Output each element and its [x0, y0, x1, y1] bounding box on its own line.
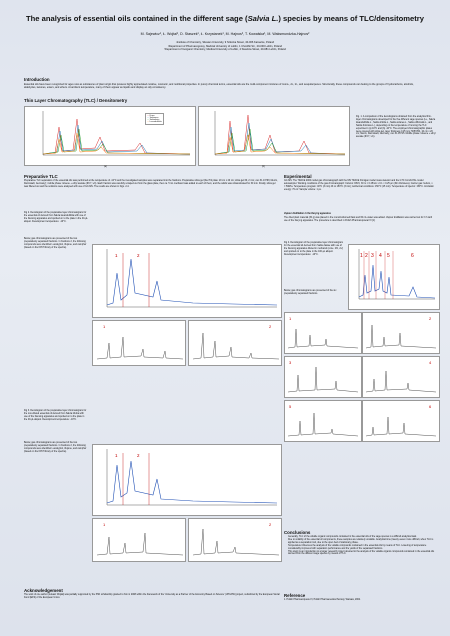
fig3-gc1-panel [92, 518, 186, 562]
fig4-peak-label: 5 [387, 253, 390, 259]
intro-text: Essential oils have been recognized for ages now as substances of plant origin that possess highly appreciated curative, cosmetic, and nutritional properties. In purely chemical terms, essential oils are the multi-component mixtures of mono-, di-, tri-, and sesquiterpenes. Structurally, these compounds can belong to the groups of hydrocarbons, alcohols, aldehydes, ketones, esters, and ethers. At ambient temperature, many of them appear as liquids and display an oily consistency. [24, 83, 414, 90]
fig4-caption: Fig 4. Densitogram of the preparative layer chromatogram for the essential oil derived from Salvia fasiae with use of the Densing apparatus diluted in methanol (cone. 2%, v/v) and spotted on to the plate in the 100-µL aliquot. Development temperature: -10°C. [284, 242, 343, 256]
svg-text:2: 2 [137, 453, 140, 458]
fig4-peak-label: 3 [371, 253, 374, 259]
fig4-densitogram-panel [348, 244, 440, 310]
fig2-caption: Fig 2. Densitogram of the preparative layer chromatogram for the essential oil derived from Salvia lavandulifolia with use of the Densing apparatus and spotted on to the plate in the 40-µL aliquot. Development temperature: -10°C. [24, 212, 88, 223]
intro-heading: Introduction [24, 77, 50, 82]
fig2-gc1-chromatogram [93, 321, 185, 365]
fig1b-panel [198, 106, 350, 166]
svg-text:1: 1 [103, 324, 106, 329]
affiliation-1: ¹Institute of Chemistry, Silesian University, 9 Szkolna Street, 40-006 Katowice, Poland [175, 41, 275, 44]
svg-text:1: 1 [115, 253, 118, 258]
svg-text:1: 1 [289, 316, 292, 321]
fig2-gc2-panel [188, 320, 282, 366]
fig4-densitogram [349, 245, 439, 309]
fig3-gc1-chromatogram [93, 519, 185, 561]
fig4-gc5-chromatogram [285, 401, 361, 441]
fig1-caption: Fig. 1. A comparison of the densitograms obtained from the analytical thin-layer chromatograms developed for the five different sage species (i.e., Salvia lavandulifolia L., Salvia triloba L., Salvia sclarea L., Salvia officinalis L., and Salvia fruticosa L.), depending on the temperature of running the TLC experiment: (a) 10°C and (b) -10°C. The employed chromatographic plates were covered with silica gel, layer thickness 0.25 mm; 5657254, 10 cm x 20 cm; Merck, Darmstadt, Germany; cat. #1.05715. Mobile phase: toluene + ethyl acetate (93:7, v/v). [356, 116, 436, 139]
fig4-gc1-chromatogram [285, 313, 361, 353]
fig4-gc1-panel [284, 312, 362, 354]
fig4-gc3-chromatogram [285, 357, 361, 397]
fig3-gc2-panel [188, 518, 282, 562]
fig4-peak-label: 2 [365, 253, 368, 259]
fig3-gc2-chromatogram [189, 519, 281, 561]
conclusions-heading: Conclusions [284, 530, 311, 535]
svg-text:2: 2 [137, 253, 140, 258]
conclusion-item: • This study is an introduction to a larger research project devoted to the analysis of the volatile organic compounds contained in the essential oils derived from the different sage species by means of TLC. [288, 551, 438, 557]
poster-title: The analysis of essential oils contained in the different sage (Salvia L.) species by means of TLC/densitometry [26, 14, 424, 23]
conclusions-list [284, 536, 438, 556]
ack-text: The work of one author (Łukasz Wojtal) was partially supported by the PhD scholarship granted to him in 2008 within the framework of the 'University as a Partner of the Economy Based on Science' (UPGOW) project, subsidized by the European Social Fund (EFS) of the European Union. [24, 594, 280, 599]
svg-text:2: 2 [269, 324, 272, 329]
fig3-caption: Fig 3. Densitogram of the preparative layer chromatogram for the non-diluted essential oil derived from Salvia triloba with use of the Densing apparatus and spotted on to the plate in the 40-µL aliquot. Development temperature: -10°C. [24, 410, 87, 421]
ack-heading: Acknowledgement [24, 588, 63, 593]
conclusion-item: • Due to volatility of the essential oil components, these samples are relatively unstable. Analytical time (twenty-seven more difficult, when TLC is applied as a separation tool, due to the open bed of stationary phase. [288, 539, 438, 545]
fig1a-panel [24, 106, 196, 166]
conclusion-item: • Generally, TLC of the volatile organic compounds contained in the essential oils of the sage species is a difficult analytical task. [288, 536, 438, 539]
experimental-subheading: Vapour distillation in the Deryng apparatus [284, 213, 331, 215]
fig4-gc6-panel [362, 400, 440, 442]
fig3-densitogram-panel [92, 444, 282, 516]
fig3-densitogram [93, 445, 281, 515]
authors: M. Sajewicz¹, Ł. Wojtal¹, D. Staszek¹, Ł. Krzystanek¹, M. Hajnos², T. Kowalska¹, M. Waksmundzka-Hajnos² [140, 32, 310, 36]
affiliation-3: ³Department of Inorganic Chemistry, Medical University of Lublin, 4 Staszica Street, 20-081 Lublin, Poland [164, 48, 286, 51]
fig4-gc4-panel [362, 356, 440, 398]
reference-item: 1. Polish Pharmacopoeia VI, Polish Pharmaceutical Society, Warsaw, 2002. [284, 599, 361, 601]
fig4-peak-label: 4 [379, 253, 382, 259]
fig4-gc2-panel [362, 312, 440, 354]
fig1a-densitogram [25, 107, 195, 165]
fig2-densitogram-panel [92, 244, 282, 318]
svg-text:2: 2 [429, 316, 432, 321]
fig1b-densitogram [199, 107, 349, 165]
svg-text:3: 3 [289, 360, 292, 365]
prep-text: Preparative TLC separation of the essential oils was performed at the temperature of -10°C and the investigated samples were separated into the fractions. Preparative silica gel (the P/2 plate: 20 cm x 20 cm; silica gel 60, 2 mm; cat. #1.13793; Merck, Darmstadt, Germany); mobile phase: toluene + ethyl acetate (93:7, v/v). Each fraction was carefully scraped out from the glass plate, then ca. 5 mL methanol was added to each of them, and the solids was ultrasonicated for 30 min. Finally, silica gel was filtered out and the solutions were analysed with use of GC-MS. The results are shown in Figs. 2-4. [24, 180, 278, 188]
svg-text:2: 2 [269, 522, 272, 527]
fig4-gc4-chromatogram [363, 357, 439, 397]
fig4-caption2: Below, gas chromatograms are presented of the six preparatively separated fractions. [284, 290, 337, 295]
experimental-heading: Experimental [284, 174, 312, 179]
experimental-text: GC-MS: The TRACE 2000 model gas chromatograph with the MS TRACE Finnigan model mass detector and the GTC Combi PAL model autosampler. Working conditions of the gas chromatograph: Column: DB-5, 30 m × 0.25mm x 0.1 × 0.25 µm (film thickness). Carrier gas: helium, ν = 50kPa. Temperature program: 40°C (3 min) 4K to 150°C (3 min); isothermal conditions: 150°C (15 min). Temperature of injector: 150°C. Ionization energy: 70 eV. Sample volume: 1 µL. [284, 180, 434, 191]
affiliation-2: ²Department of Pharmacognosy, Medical University of Lublin, 1 Chodźki Str., 20-093 Lublin, Poland [168, 44, 282, 48]
svg-text:5: 5 [289, 404, 292, 409]
fig2-densitogram [93, 245, 281, 317]
fig4-gc6-chromatogram [363, 401, 439, 441]
fig1a-legend: — Fiuza — Salvianna — Salviaheim — Lavandulifolia [147, 115, 162, 123]
experimental-text2: The dried plant material (30 g) was placed in the round-bottomed flask and 60 mL water was added. Vapour distillation was carried out for 3 h with use of the Deryng apparatus. The procedure is described in Polish Pharmacopoeial VI [1]. [284, 217, 433, 222]
fig2-caption2: Below, gas chromatograms are presented of the two preparatively separated fractions. In fractions 2, the following compounds were identified: eucalyptol, thujone, and camphor (based on the NIST library of the spectra). [24, 238, 87, 249]
fig4-gc5-panel [284, 400, 362, 442]
prep-heading: Preparative TLC [24, 174, 58, 179]
svg-text:1: 1 [103, 522, 106, 527]
fig1a-label: (a) [104, 166, 107, 168]
conclusion-item: • Temperature influences the analysis of the volatile compounds contained in the essential oils by means of TLC. Lowering of temperature considerably improves both separation performance and the yields of the separated fractions. [288, 545, 438, 551]
reference-heading: Reference [284, 593, 306, 598]
fig4-gc2-chromatogram [363, 313, 439, 353]
fig4-peak-label: 1 [360, 253, 363, 259]
svg-text:4: 4 [429, 360, 432, 365]
fig4-gc3-panel [284, 356, 362, 398]
tlc-heading: Thin Layer Chromatography (TLC) / Densitometry [24, 98, 128, 103]
fig1b-label: (b) [262, 166, 265, 168]
fig2-gc1-panel [92, 320, 186, 366]
svg-text:1: 1 [115, 453, 118, 458]
svg-text:6: 6 [429, 404, 432, 409]
fig2-gc2-chromatogram [189, 321, 281, 365]
fig4-peak-label: 6 [411, 253, 414, 259]
fig3-caption2: Below, gas chromatograms are presented of the two preparatively separated fractions. In fractions 2, the following compounds were identified: eucalyptol, thujone, and camphor (based on the NIST library of the spectra). [24, 442, 87, 453]
